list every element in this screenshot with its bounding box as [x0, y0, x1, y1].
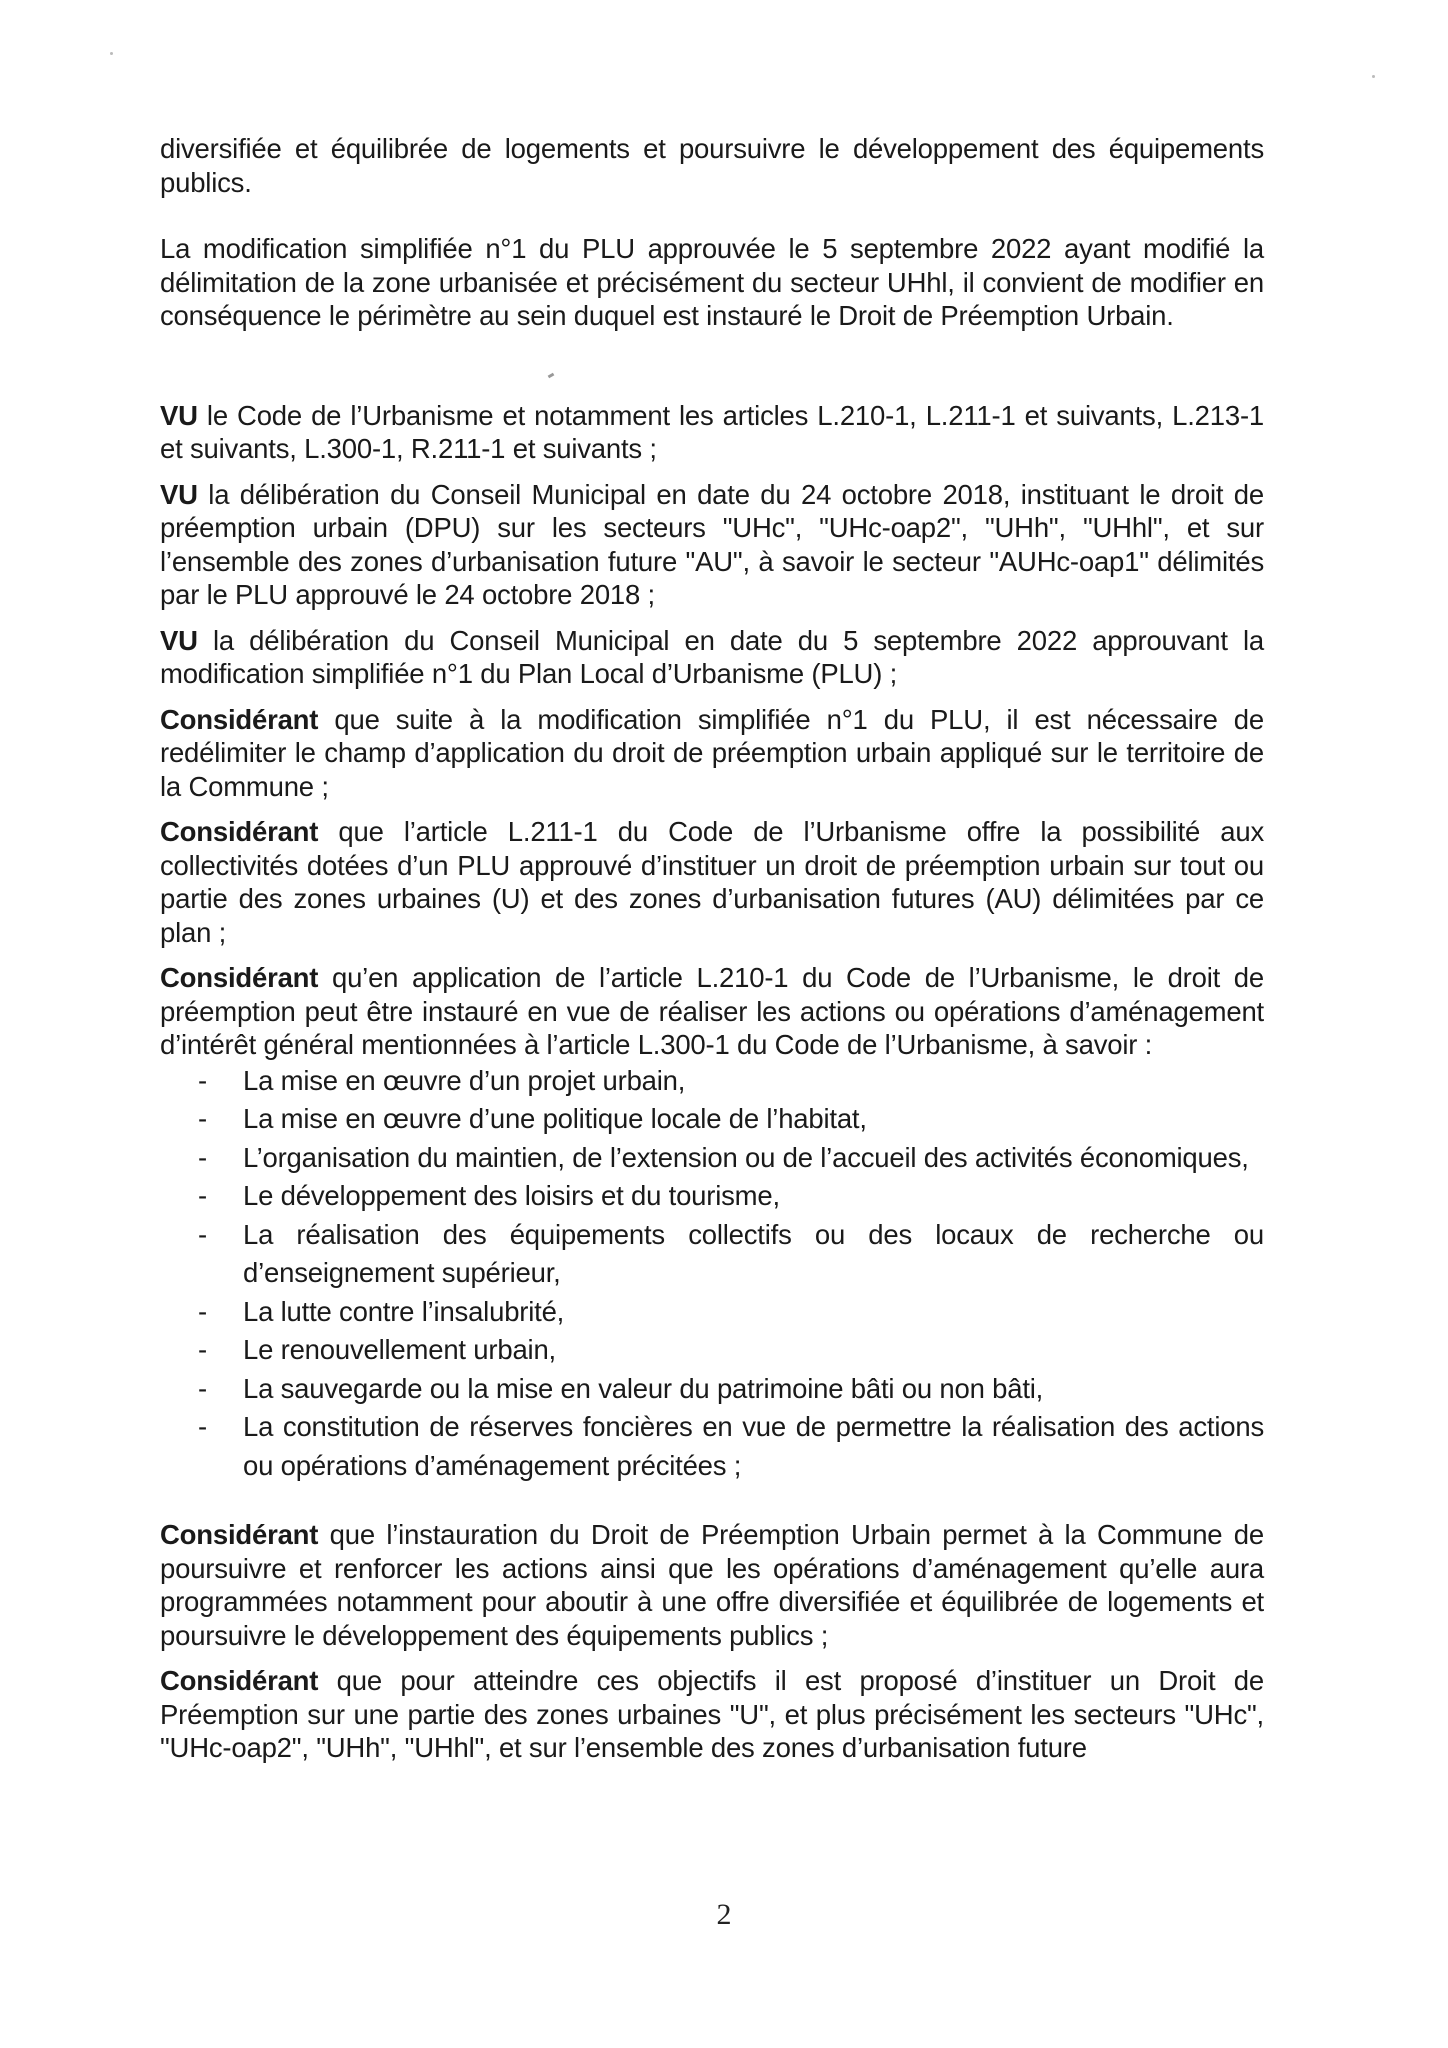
bullet-dash: -: [198, 1064, 207, 1096]
list-item: - Le renouvellement urbain,: [160, 1331, 1264, 1370]
bullet-dash: -: [198, 1180, 207, 1211]
considerant-clause: [160, 703, 1264, 804]
clause-text: que pour atteindre ces objectifs il est proposé d’instituer un Droit de Préemption sur une partie des zones urbaines "U", et plus précisément les secteurs "UHc", "UHc-oap2", "UHh", "UHhl", et sur l’ensemble des zones d’urbanisation future: [160, 1665, 1264, 1763]
clause-lead: Considérant: [160, 703, 319, 735]
clause-text: que l’instauration du Droit de Préemption Urbain permet à la Commune de poursuivre et renforcer les actions ainsi que les opérations d’aménagement qu’elle aura programmées notamment pour aboutir à une offre diversifiée et équilibrée de logements et poursuivre le développement des équipements publics ;: [160, 1519, 1264, 1651]
intro-continuation: diversifiée et équilibrée de logements et poursuivre le développement des équipements publics.: [160, 133, 1264, 198]
vu-clause: [160, 399, 1264, 466]
page-number: 2: [716, 1898, 732, 1931]
considerant-clause: [160, 1664, 1264, 1765]
considerant-clause: [160, 815, 1264, 949]
scan-speck: [110, 52, 113, 55]
clause-lead: Considérant: [160, 962, 319, 993]
clause-lead: Considérant: [160, 1519, 319, 1550]
clause-lead: Considérant: [160, 816, 319, 847]
clause-text: que suite à la modification simplifiée n°1 du PLU, il est nécessaire de redélimiter le champ d’application du droit de préemption urbain appliqué sur le territoire de la Commune ;: [160, 703, 1264, 802]
bullet-dash: -: [198, 1334, 207, 1365]
list-item: - La mise en œuvre d’un projet urbain,: [160, 1062, 1264, 1101]
list-item: - Le développement des loisirs et du tourisme,: [160, 1177, 1264, 1216]
list-item: - La lutte contre l’insalubrité,: [160, 1293, 1264, 1332]
clause-text: le Code de l’Urbanisme et notamment les articles L.210-1, L.211-1 et suivants, L.213-1 et suivants, L.300-1, R.211-1 et suivants ;: [160, 399, 1264, 464]
considerant-clause: [160, 961, 1264, 1062]
list-item: - La sauvegarde ou la mise en valeur du patrimoine bâti ou non bâti,: [160, 1370, 1264, 1409]
clause-lead: VU: [160, 624, 198, 656]
list-item: - La constitution de réserves foncières en vue de permettre la réalisation des actions ou opérations d’aménagement précitées ;: [160, 1408, 1264, 1485]
considerant-clause: [160, 1518, 1264, 1652]
clause-text: la délibération du Conseil Municipal en date du 5 septembre 2022 approuvant la modification simplifiée n°1 du Plan Local d’Urbanisme (PLU) ;: [160, 624, 1264, 689]
clause-text: la délibération du Conseil Municipal en date du 24 octobre 2018, instituant le droit de préemption urbain (DPU) sur les secteurs "UHc", "UHc-oap2", "UHh", "UHhl", et sur l’ensemble des zones d’urbanisation future "AU", à savoir le secteur "AUHc-oap1" délimités par le PLU approuvé le 24 octobre 2018 ;: [160, 478, 1264, 610]
bullet-dash: -: [198, 1411, 207, 1442]
list-item: - La réalisation des équipements collectifs ou des locaux de recherche ou d’enseignement supérieur,: [160, 1216, 1264, 1293]
document-page: [160, 132, 1264, 1765]
list-item: - L’organisation du maintien, de l’extension ou de l’accueil des activités économiques,: [160, 1139, 1264, 1178]
list-item: - La mise en œuvre d’une politique locale de l’habitat,: [160, 1100, 1264, 1139]
bullet-dash: -: [198, 1141, 207, 1173]
clause-text: qu’en application de l’article L.210-1 du Code de l’Urbanisme, le droit de préemption peut être instauré en vue de réaliser les actions ou opérations d’aménagement d’intérêt général mentionnées à l’article L.300-1 du Code de l’Urbanisme, à savoir :: [160, 962, 1264, 1060]
bullet-dash: -: [198, 1103, 207, 1134]
clause-lead: Considérant: [160, 1665, 319, 1696]
vu-clause: [160, 478, 1264, 612]
clause-lead: VU: [160, 399, 198, 431]
clause-lead: VU: [160, 478, 198, 510]
actions-list: [160, 1062, 1264, 1486]
scan-speck: [1372, 75, 1375, 78]
modification-paragraph: La modification simplifiée n°1 du PLU approuvée le 5 septembre 2022 ayant modifié la délimitation de la zone urbanisée et précisément du secteur UHhl, il convient de modifier en conséquence le périmètre au sein duquel est instauré le Droit de Préemption Urbain.: [160, 233, 1264, 331]
vu-clause: [160, 624, 1264, 691]
clause-text: que l’article L.211-1 du Code de l’Urbanisme offre la possibilité aux collectivités dotées d’un PLU approuvé d’instituer un droit de préemption urbain sur tout ou partie des zones urbaines (U) et des zones d’urbanisation futures (AU) délimitées par ce plan ;: [160, 816, 1264, 948]
bullet-dash: -: [198, 1295, 207, 1327]
bullet-dash: -: [198, 1218, 207, 1250]
bullet-dash: -: [198, 1372, 207, 1404]
